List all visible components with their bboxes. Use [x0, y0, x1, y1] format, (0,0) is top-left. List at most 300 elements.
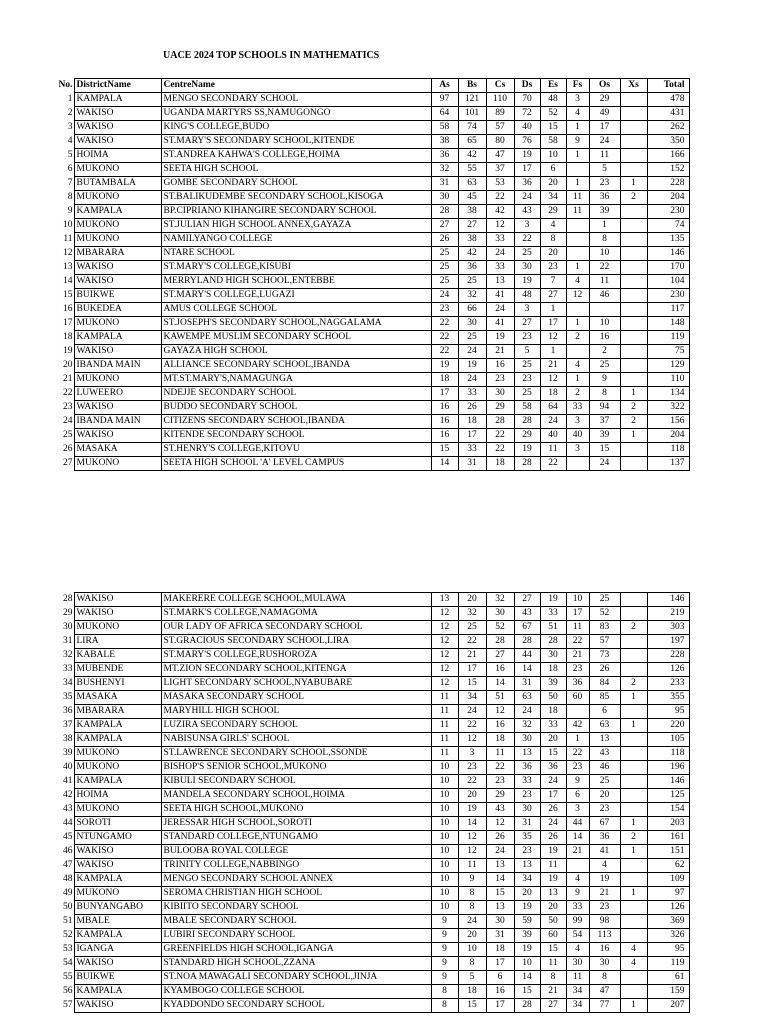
centre-name: SEETA HIGH SCHOOL: [161, 163, 431, 177]
total: 369: [647, 915, 689, 929]
es-count: 7: [540, 275, 566, 289]
as-count: 10: [431, 775, 458, 789]
os-count: 20: [589, 789, 620, 803]
es-count: 19: [540, 593, 566, 607]
cs-count: 6: [486, 971, 514, 985]
xs-count: [620, 247, 647, 261]
ds-count: 23: [514, 845, 540, 859]
table-row: [40, 789, 689, 803]
table-row: [40, 831, 689, 845]
table-row: [40, 817, 689, 831]
xs-count: 1: [620, 845, 647, 859]
xs-count: [620, 901, 647, 915]
row-number: 23: [63, 402, 73, 412]
as-count: 10: [431, 803, 458, 817]
bs-count: 36: [458, 261, 486, 275]
cs-count: 26: [486, 831, 514, 845]
district-name: WAKISO: [74, 957, 161, 971]
district-name: BUTAMBALA: [74, 177, 161, 191]
row-number: 24: [63, 416, 73, 426]
bs-count: 12: [458, 845, 486, 859]
fs-count: 1: [566, 149, 589, 163]
fs-count: 3: [566, 93, 589, 107]
results-table-part-1: [40, 78, 690, 471]
table-row: [40, 303, 689, 317]
os-count: 77: [589, 999, 620, 1013]
cs-count: 12: [486, 219, 514, 233]
fs-count: [566, 859, 589, 873]
table-row: [40, 677, 689, 691]
ds-count: 13: [514, 859, 540, 873]
as-count: 9: [431, 929, 458, 943]
ds-count: 35: [514, 831, 540, 845]
centre-name: CITIZENS SECONDARY SCHOOL,IBANDA: [161, 415, 431, 429]
fs-count: 4: [566, 107, 589, 121]
es-count: 21: [540, 985, 566, 999]
centre-name: NAMILYANGO COLLEGE: [161, 233, 431, 247]
table-row: [40, 999, 689, 1013]
xs-count: [620, 289, 647, 303]
xs-count: [620, 789, 647, 803]
total: 146: [647, 247, 689, 261]
table-row: [40, 775, 689, 789]
os-count: 113: [589, 929, 620, 943]
centre-name: OUR LADY OF AFRICA SECONDARY SCHOOL: [161, 621, 431, 635]
fs-count: 40: [566, 429, 589, 443]
os-count: 15: [589, 443, 620, 457]
fs-count: 3: [566, 803, 589, 817]
total: 109: [647, 873, 689, 887]
centre-name: ALLIANCE SECONDARY SCHOOL,IBANDA: [161, 359, 431, 373]
es-count: 6: [540, 163, 566, 177]
total: 61: [647, 971, 689, 985]
row-number: 51: [63, 916, 73, 926]
es-count: 17: [540, 317, 566, 331]
total: 95: [647, 943, 689, 957]
bs-count: 25: [458, 331, 486, 345]
as-count: 14: [431, 457, 458, 471]
cs-count: 52: [486, 621, 514, 635]
bs-count: 10: [458, 943, 486, 957]
es-count: 20: [540, 177, 566, 191]
total: 166: [647, 149, 689, 163]
table-row: [40, 373, 689, 387]
bs-count: 22: [458, 719, 486, 733]
row-number: 39: [63, 748, 73, 758]
cs-count: 13: [486, 859, 514, 873]
os-count: 5: [589, 163, 620, 177]
table-row: [40, 607, 689, 621]
fs-count: 3: [566, 415, 589, 429]
total: 74: [647, 219, 689, 233]
cs-count: 16: [486, 359, 514, 373]
cs-count: 57: [486, 121, 514, 135]
column-header-cs-count: Cs: [486, 79, 514, 93]
fs-count: 1: [566, 733, 589, 747]
bs-count: 34: [458, 691, 486, 705]
row-number: 46: [63, 846, 73, 856]
cs-count: 22: [486, 761, 514, 775]
ds-count: 13: [514, 747, 540, 761]
centre-name: MENGO SECONDARY SCHOOL: [161, 93, 431, 107]
centre-name: MAKERERE COLLEGE SCHOOL,MULAWA: [161, 593, 431, 607]
as-count: 23: [431, 303, 458, 317]
district-name: WAKISO: [74, 429, 161, 443]
es-count: 11: [540, 957, 566, 971]
row-number: 16: [63, 304, 73, 314]
cs-count: 80: [486, 135, 514, 149]
cs-count: 42: [486, 205, 514, 219]
centre-name: ST.HENRY'S COLLEGE,KITOVU: [161, 443, 431, 457]
total: 129: [647, 359, 689, 373]
table-row: [40, 401, 689, 415]
es-count: 24: [540, 415, 566, 429]
as-count: 12: [431, 663, 458, 677]
os-count: 11: [589, 149, 620, 163]
district-name: SOROTI: [74, 817, 161, 831]
fs-count: 4: [566, 873, 589, 887]
ds-count: 25: [514, 359, 540, 373]
as-count: 17: [431, 387, 458, 401]
xs-count: 1: [620, 387, 647, 401]
row-number: 15: [63, 290, 73, 300]
total: 262: [647, 121, 689, 135]
ds-count: 28: [514, 457, 540, 471]
centre-name: MT.ST.MARY'S,NAMAGUNGA: [161, 373, 431, 387]
as-count: 11: [431, 733, 458, 747]
centre-name: TRINITY COLLEGE,NABBINGO: [161, 859, 431, 873]
bs-count: 22: [458, 775, 486, 789]
as-count: 25: [431, 275, 458, 289]
centre-name: ST.MARY'S SECONDARY SCHOOL,KITENDE: [161, 135, 431, 149]
as-count: 11: [431, 747, 458, 761]
district-name: WAKISO: [74, 121, 161, 135]
os-count: 11: [589, 275, 620, 289]
results-table-part-2: [40, 592, 690, 1013]
es-count: 22: [540, 457, 566, 471]
es-count: 17: [540, 789, 566, 803]
row-number: 30: [63, 622, 73, 632]
district-name: WAKISO: [74, 401, 161, 415]
district-name: WAKISO: [74, 845, 161, 859]
as-count: 24: [431, 289, 458, 303]
cs-count: 14: [486, 873, 514, 887]
ds-count: 23: [514, 789, 540, 803]
as-count: 18: [431, 373, 458, 387]
centre-name: NTARE SCHOOL: [161, 247, 431, 261]
es-count: 50: [540, 691, 566, 705]
as-count: 10: [431, 831, 458, 845]
fs-count: 9: [566, 775, 589, 789]
es-count: 21: [540, 359, 566, 373]
cs-count: 51: [486, 691, 514, 705]
xs-count: [620, 775, 647, 789]
table-row: [40, 275, 689, 289]
bs-count: 63: [458, 177, 486, 191]
xs-count: 1: [620, 719, 647, 733]
total: 134: [647, 387, 689, 401]
ds-count: 30: [514, 733, 540, 747]
centre-name: ST.MARY'S COLLEGE,KISUBI: [161, 261, 431, 275]
fs-count: 4: [566, 359, 589, 373]
row-number: 26: [63, 444, 73, 454]
ds-count: 5: [514, 345, 540, 359]
as-count: 9: [431, 971, 458, 985]
district-name: HOIMA: [74, 789, 161, 803]
header-row: [40, 79, 689, 93]
os-count: 46: [589, 289, 620, 303]
row-number: 45: [63, 832, 73, 842]
fs-count: 99: [566, 915, 589, 929]
total: 161: [647, 831, 689, 845]
total: 350: [647, 135, 689, 149]
district-name: MUBENDE: [74, 663, 161, 677]
cs-count: 18: [486, 943, 514, 957]
cs-count: 22: [486, 443, 514, 457]
table-row: [40, 317, 689, 331]
total: 125: [647, 789, 689, 803]
os-count: 8: [589, 233, 620, 247]
ds-count: 19: [514, 275, 540, 289]
os-count: 17: [589, 121, 620, 135]
bs-count: 12: [458, 831, 486, 845]
bs-count: 24: [458, 345, 486, 359]
bs-count: 30: [458, 317, 486, 331]
column-header-es-count: Es: [540, 79, 566, 93]
fs-count: 11: [566, 971, 589, 985]
table-row: [40, 149, 689, 163]
district-name: KAMPALA: [74, 733, 161, 747]
fs-count: 22: [566, 635, 589, 649]
centre-name: ST.NOA MAWAGALI SECONDARY SCHOOL,JINJA: [161, 971, 431, 985]
os-count: 94: [589, 401, 620, 415]
row-number: 49: [63, 888, 73, 898]
os-count: 83: [589, 621, 620, 635]
as-count: 12: [431, 635, 458, 649]
total: 154: [647, 803, 689, 817]
cs-count: 47: [486, 149, 514, 163]
es-count: 26: [540, 803, 566, 817]
cs-count: 18: [486, 457, 514, 471]
total: 110: [647, 373, 689, 387]
cs-count: 30: [486, 915, 514, 929]
bs-count: 33: [458, 443, 486, 457]
ds-count: 22: [514, 233, 540, 247]
table-row: [40, 163, 689, 177]
table-row: [40, 107, 689, 121]
es-count: 50: [540, 915, 566, 929]
centre-name: KYADDONDO SECONDARY SCHOOL: [161, 999, 431, 1013]
as-count: 11: [431, 691, 458, 705]
ds-count: 76: [514, 135, 540, 149]
xs-count: [620, 971, 647, 985]
centre-name: MARYHILL HIGH SCHOOL: [161, 705, 431, 719]
cs-count: 41: [486, 289, 514, 303]
ds-count: 3: [514, 303, 540, 317]
district-name: IBANDA MAIN: [74, 415, 161, 429]
centre-name: MASAKA SECONDARY SCHOOL: [161, 691, 431, 705]
es-count: 18: [540, 705, 566, 719]
total: 137: [647, 457, 689, 471]
xs-count: [620, 163, 647, 177]
centre-name: MBALE SECONDARY SCHOOL: [161, 915, 431, 929]
row-number: 6: [67, 164, 73, 174]
xs-count: [620, 649, 647, 663]
row-number: 17: [63, 318, 73, 328]
cs-count: 27: [486, 649, 514, 663]
xs-count: [620, 985, 647, 999]
district-name: WAKISO: [74, 107, 161, 121]
os-count: 52: [589, 607, 620, 621]
bs-count: 17: [458, 429, 486, 443]
xs-count: [620, 607, 647, 621]
centre-name: MENGO SECONDARY SCHOOL ANNEX: [161, 873, 431, 887]
district-name: WAKISO: [74, 275, 161, 289]
os-count: 41: [589, 845, 620, 859]
cs-count: 13: [486, 275, 514, 289]
district-name: KABALE: [74, 649, 161, 663]
os-count: 63: [589, 719, 620, 733]
total: 148: [647, 317, 689, 331]
table-row: [40, 985, 689, 999]
fs-count: 60: [566, 691, 589, 705]
row-number: 57: [63, 1000, 73, 1010]
column-header-os-count: Os: [589, 79, 620, 93]
bs-count: 74: [458, 121, 486, 135]
ds-count: 59: [514, 915, 540, 929]
fs-count: 23: [566, 663, 589, 677]
district-name: WAKISO: [74, 593, 161, 607]
bs-count: 18: [458, 985, 486, 999]
cs-count: 33: [486, 233, 514, 247]
es-count: 51: [540, 621, 566, 635]
centre-name: MANDELA SECONDARY SCHOOL,HOIMA: [161, 789, 431, 803]
fs-count: 22: [566, 747, 589, 761]
table-row: [40, 733, 689, 747]
ds-count: 23: [514, 373, 540, 387]
fs-count: 1: [566, 261, 589, 275]
centre-name: GOMBE SECONDARY SCHOOL: [161, 177, 431, 191]
total: 117: [647, 303, 689, 317]
district-name: WAKISO: [74, 607, 161, 621]
fs-count: 11: [566, 205, 589, 219]
es-count: 23: [540, 261, 566, 275]
district-name: WAKISO: [74, 345, 161, 359]
as-count: 31: [431, 177, 458, 191]
as-count: 11: [431, 705, 458, 719]
cs-count: 22: [486, 191, 514, 205]
centre-name: UGANDA MARTYRS SS,NAMUGONGO: [161, 107, 431, 121]
district-name: BUIKWE: [74, 971, 161, 985]
cs-count: 30: [486, 607, 514, 621]
table-row: [40, 387, 689, 401]
os-count: [589, 303, 620, 317]
bs-count: 38: [458, 205, 486, 219]
cs-count: 37: [486, 163, 514, 177]
fs-count: 23: [566, 761, 589, 775]
table-row: [40, 719, 689, 733]
table-row: [40, 429, 689, 443]
total: 326: [647, 929, 689, 943]
as-count: 38: [431, 135, 458, 149]
xs-count: [620, 373, 647, 387]
cs-count: 32: [486, 593, 514, 607]
row-number: 8: [67, 192, 73, 202]
os-count: 9: [589, 373, 620, 387]
fs-count: 6: [566, 789, 589, 803]
row-number: 29: [63, 608, 73, 618]
os-count: 73: [589, 649, 620, 663]
xs-count: [620, 331, 647, 345]
row-number: 43: [63, 804, 73, 814]
total: 146: [647, 593, 689, 607]
table-row: [40, 635, 689, 649]
os-count: 25: [589, 359, 620, 373]
fs-count: 21: [566, 845, 589, 859]
cs-count: 29: [486, 789, 514, 803]
es-count: 12: [540, 331, 566, 345]
as-count: 13: [431, 593, 458, 607]
cs-count: 28: [486, 635, 514, 649]
os-count: 24: [589, 457, 620, 471]
table-row: [40, 943, 689, 957]
district-name: MUKONO: [74, 317, 161, 331]
as-count: 22: [431, 331, 458, 345]
xs-count: [620, 275, 647, 289]
row-number: 12: [63, 248, 73, 258]
os-count: 16: [589, 943, 620, 957]
os-count: 46: [589, 761, 620, 775]
district-name: MUKONO: [74, 191, 161, 205]
cs-count: 17: [486, 999, 514, 1013]
bs-count: 21: [458, 649, 486, 663]
total: 203: [647, 817, 689, 831]
district-name: KAMPALA: [74, 331, 161, 345]
es-count: 18: [540, 387, 566, 401]
table-row: [40, 289, 689, 303]
total: 322: [647, 401, 689, 415]
bs-count: 25: [458, 275, 486, 289]
row-number: 42: [63, 790, 73, 800]
row-number: 21: [63, 374, 73, 384]
as-count: 30: [431, 191, 458, 205]
table-row: [40, 915, 689, 929]
total: 207: [647, 999, 689, 1013]
row-number: 10: [63, 220, 73, 230]
centre-name: KYAMBOGO COLLEGE SCHOOL: [161, 985, 431, 999]
es-count: 30: [540, 649, 566, 663]
district-name: MBARARA: [74, 705, 161, 719]
fs-count: 11: [566, 621, 589, 635]
os-count: 22: [589, 261, 620, 275]
xs-count: [620, 705, 647, 719]
os-count: 21: [589, 887, 620, 901]
bs-count: 121: [458, 93, 486, 107]
centre-name: ST.MARK'S COLLEGE,NAMAGOMA: [161, 607, 431, 621]
as-count: 10: [431, 817, 458, 831]
fs-count: 34: [566, 999, 589, 1013]
district-name: NTUNGAMO: [74, 831, 161, 845]
fs-count: [566, 345, 589, 359]
ds-count: 3: [514, 219, 540, 233]
centre-name: JERESSAR HIGH SCHOOL,SOROTI: [161, 817, 431, 831]
xs-count: [620, 317, 647, 331]
district-name: HOIMA: [74, 149, 161, 163]
district-name: MUKONO: [74, 803, 161, 817]
ds-count: 27: [514, 317, 540, 331]
total: 97: [647, 887, 689, 901]
district-name: MUKONO: [74, 163, 161, 177]
